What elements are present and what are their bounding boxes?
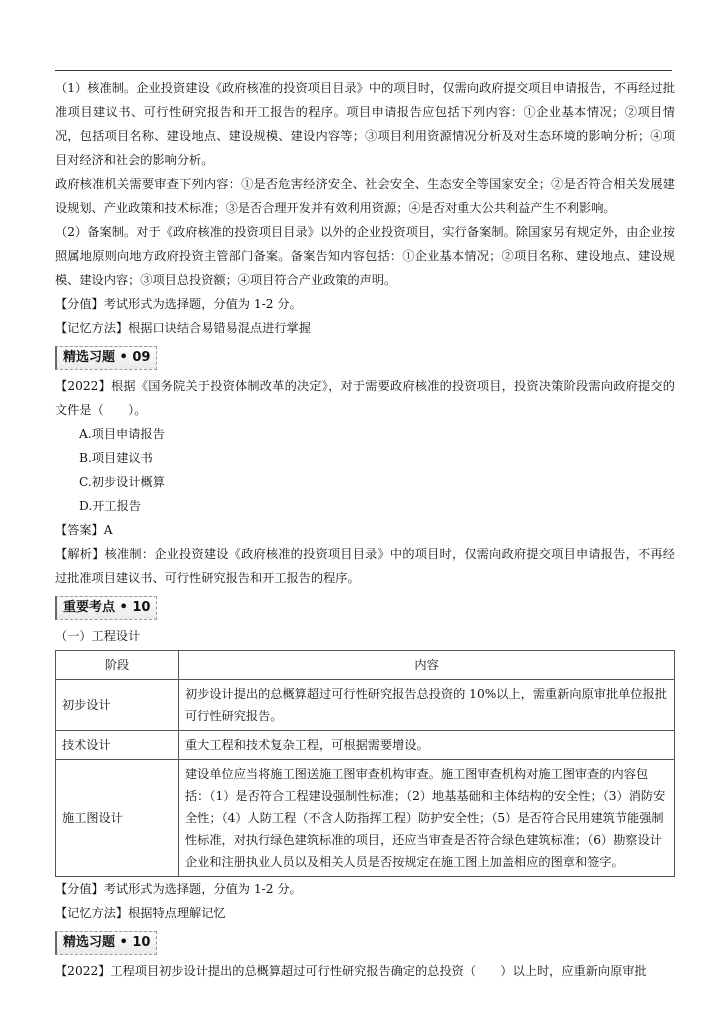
option-d: D.开工报告: [79, 499, 141, 513]
table-header-content: 内容: [179, 651, 675, 680]
table-cell-content: 初步设计提出的总概算超过可行性研究报告总投资的 10%以上，需重新向原审批单位报批可行性研究报告。: [179, 680, 675, 731]
approval-system-paragraph: （1）核准制。企业投资建设《政府核准的投资项目目录》中的项目时，仅需向政府提交项目申请报告，不再经过批准项目建议书、可行性研究报告和开工报告的程序。项目申请报告应包括下列内容：①企业基本情况；②项目情况，包括项目名称、建设地点、建设规模、建设内容等；③项目利用资源情况分析及对生态环境的影响分析；④项目对经济和社会的影响分析。: [55, 81, 675, 167]
review-content-paragraph: 政府核准机关需要审查下列内容：①是否危害经济安全、社会安全、生态安全等国家安全；②是否符合相关发展建设规划、产业政策和技术标准；③是否合理开发并有效利用资源；④是否对重大公共利益产生不利影响。: [55, 177, 675, 215]
exercise-10-question: 【2022】工程项目初步设计提出的总概算超过可行性研究报告确定的总投资（ ）以上时，应重新向原审批: [55, 964, 647, 978]
engineering-design-table: [55, 650, 675, 877]
table-row: [56, 680, 675, 731]
table-header-row: [56, 651, 675, 680]
keypoint-10-label: 重要考点 • 10: [55, 596, 157, 620]
exercise-09-answer: 【答案】A: [55, 523, 113, 537]
page-content: [55, 76, 675, 983]
table-row: [56, 760, 675, 877]
table-row: [56, 731, 675, 760]
table-cell-stage: 施工图设计: [56, 760, 179, 877]
table-header-stage: 阶段: [56, 651, 179, 680]
keypoint-memory-note: 【记忆方法】根据特点理解记忆: [55, 906, 226, 920]
option-c: C.初步设计概算: [79, 475, 165, 489]
option-b: B.项目建议书: [79, 451, 153, 465]
top-rule: [55, 70, 672, 71]
exercise-09-question: 【2022】根据《国务院关于投资体制改革的决定》，对于需要政府核准的投资项目，投资决策阶段需向政府提交的文件是（ ）。: [55, 379, 675, 417]
keypoint-10-subtitle: （一）工程设计: [55, 629, 141, 643]
table-cell-stage: 技术设计: [56, 731, 179, 760]
memory-method-note: 【记忆方法】根据口诀结合易错易混点进行掌握: [55, 321, 311, 335]
score-note: 【分值】考试形式为选择题，分值为 1-2 分。: [55, 297, 302, 311]
exercise-09-analysis: 【解析】核准制：企业投资建设《政府核准的投资项目目录》中的项目时，仅需向政府提交项目申请报告，不再经过批准项目建议书、可行性研究报告和开工报告的程序。: [55, 547, 675, 585]
exercise-10-label: 精选习题 • 10: [55, 931, 157, 955]
keypoint-score-note: 【分值】考试形式为选择题，分值为 1-2 分。: [55, 882, 302, 896]
filing-system-paragraph: （2）备案制。对于《政府核准的投资项目目录》以外的企业投资项目，实行备案制。除国家另有规定外，由企业按照属地原则向地方政府投资主管部门备案。备案告知内容包括：①企业基本情况；②项目名称、建设地点、建设规模、建设内容；③项目总投资额；④项目符合产业政策的声明。: [55, 225, 675, 287]
table-cell-content: 建设单位应当将施工图送施工图审查机构审查。施工图审查机构对施工图审查的内容包括：（1）是否符合工程建设强制性标准；（2）地基基础和主体结构的安全性；（3）消防安全性；（4）人防工程（不含人防指挥工程）防护安全性；（5）是否符合民用建筑节能强制性标准，对执行绿色建筑标准的项目，还应当审查是否符合绿色建筑标准；（6）勘察设计企业和注册执业人员以及相关人员是否按规定在施工图上加盖相应的图章和签字。: [179, 760, 675, 877]
exercise-09-label: 精选习题 • 09: [55, 346, 157, 370]
table-cell-content: 重大工程和技术复杂工程，可根据需要增设。: [179, 731, 675, 760]
option-a: A.项目申请报告: [79, 427, 165, 441]
table-cell-stage: 初步设计: [56, 680, 179, 731]
